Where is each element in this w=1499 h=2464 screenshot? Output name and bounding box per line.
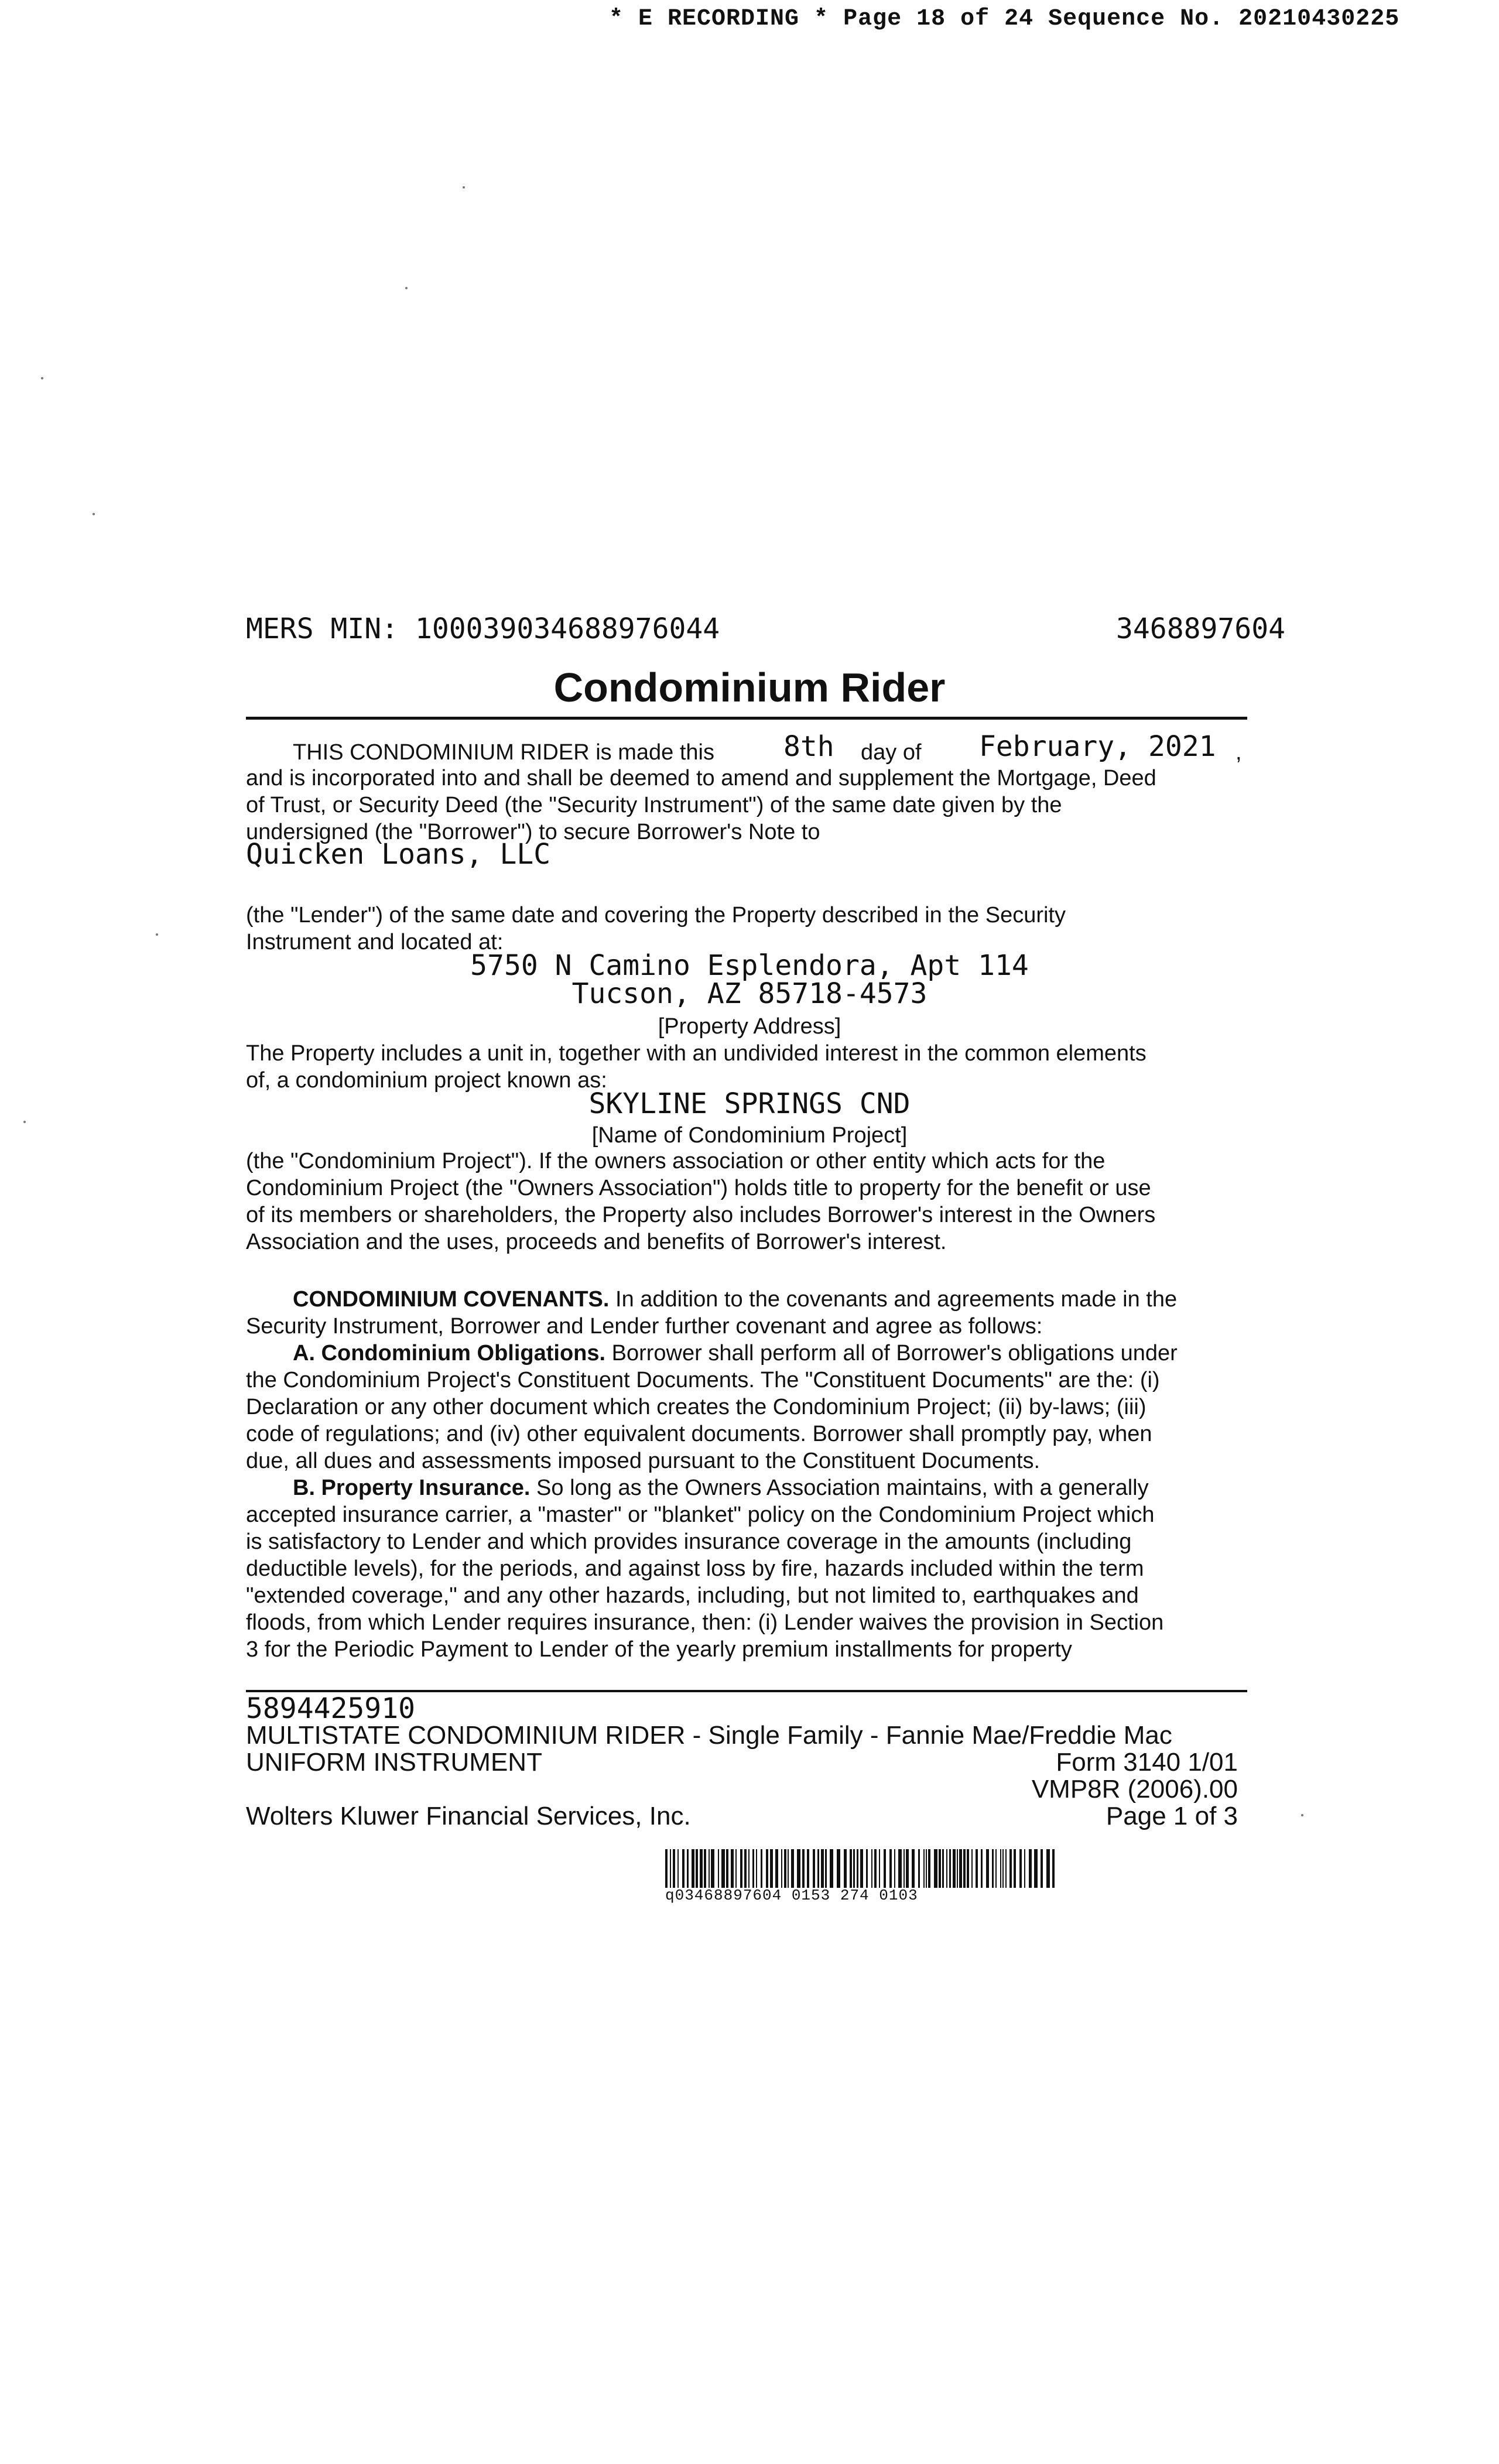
barcode-bar [923,1849,925,1888]
owners-association-line-2: Condominium Project (the "Owners Association") holds title to property for the benefit or use [246,1176,1151,1200]
barcode-bar [761,1849,762,1888]
covenants-line-1-text: In addition to the covenants and agreements made in the [609,1287,1178,1312]
barcode-bar [906,1849,909,1888]
barcode-bar [748,1849,750,1888]
obligations-line-3: Declaration or any other document which creates the Condominium Project; (ii) by-laws; (iii) [246,1395,1147,1419]
footer-form-title: MULTISTATE CONDOMINIUM RIDER - Single Family - Fannie Mae/Freddie Mac [246,1721,1172,1750]
barcode-bar [756,1849,757,1888]
barcode-bar [879,1849,880,1888]
barcode-bar [687,1849,689,1888]
barcode-bar [860,1849,863,1888]
obligations-line-5: due, all dues and assessments imposed pursuant to the Constituent Documents. [246,1449,1041,1473]
barcode-bar [791,1849,794,1888]
barcode-bar [1041,1849,1043,1888]
lender-definition-line-1: (the "Lender") of the same date and covering the Property described in the Security [246,903,1066,928]
barcode-bar [775,1849,778,1888]
loan-number: 3468897604 [1116,612,1285,645]
made-day: 8th [783,730,834,763]
footer-form-number: Form 3140 1/01 [1056,1748,1238,1777]
barcode-bar [844,1849,847,1888]
insurance-line-7: 3 for the Periodic Payment to Lender of the yearly premium installments for property [246,1637,1072,1662]
barcode-bar [1046,1849,1050,1888]
intro-line-1: THIS CONDOMINIUM RIDER is made this [293,740,714,765]
obligations-line-2: the Condominium Project's Constituent Documents. The "Constituent Documents" are the: (i) [246,1368,1160,1392]
barcode-bar [731,1849,734,1888]
barcode-bar [817,1849,819,1888]
insurance-line-2: accepted insurance carrier, a "master" or "blanket" policy on the Condominium Project which [246,1503,1155,1527]
barcode-bar [1009,1849,1012,1888]
lender-definition-line-2: Instrument and located at: [246,930,504,954]
barcode-bar [912,1849,915,1888]
barcode-bar [926,1849,927,1888]
barcode-bar [995,1849,997,1888]
condominium-project-name: SKYLINE SPRINGS CND [588,1087,911,1120]
condominium-project-caption: [Name of Condominium Project] [591,1123,908,1148]
footer-publisher: Wolters Kluwer Financial Services, Inc. [246,1802,691,1830]
scan-speck [405,287,408,289]
barcode-bar [874,1849,877,1888]
barcode-bar [853,1849,855,1888]
intro-comma: , [1236,740,1242,765]
barcode [665,1849,1059,1888]
covenants-line-1 [293,1286,1177,1313]
barcode-bar [696,1849,698,1888]
barcode-bar [740,1849,742,1888]
barcode-bar [692,1849,694,1888]
intro-line-2: and is incorporated into and shall be deemed to amend and supplement the Mortgage, Deed [246,766,1156,790]
barcode-bar [744,1849,747,1888]
barcode-bar [797,1849,800,1888]
barcode-bar [942,1849,944,1888]
property-address-line-2: Tucson, AZ 85718-4573 [571,977,928,1010]
barcode-bar [889,1849,892,1888]
covenants-line-2: Security Instrument, Borrower and Lender further covenant and agree as follows: [246,1314,1043,1339]
barcode-text: q03468897604 0153 274 0103 [665,1887,918,1904]
barcode-bar [718,1849,719,1888]
barcode-bar [986,1849,989,1888]
barcode-bar [770,1849,773,1888]
barcode-bar [726,1849,728,1888]
barcode-bar [976,1849,978,1888]
barcode-bar [673,1849,675,1888]
barcode-bar [939,1849,941,1888]
barcode-bar [894,1849,895,1888]
barcode-bar [784,1849,786,1888]
scan-speck [1301,1814,1303,1816]
barcode-bar [721,1849,725,1888]
barcode-bar [949,1849,951,1888]
barcode-bar [665,1849,668,1888]
obligations-line-1-text: Borrower shall perform all of Borrower's obligations under [605,1341,1178,1366]
barcode-bar [1000,1849,1001,1888]
barcode-bar [821,1849,824,1888]
barcode-bar [700,1849,703,1888]
barcode-bar [850,1849,852,1888]
barcode-bar [903,1849,905,1888]
barcode-bar [898,1849,902,1888]
barcode-bar [709,1849,710,1888]
owners-association-line-4: Association and the uses, proceeds and benefits of Borrower's interest. [246,1230,947,1254]
barcode-bar [971,1849,973,1888]
barcode-bar [959,1849,962,1888]
barcode-bar [1005,1849,1007,1888]
scan-speck [41,377,43,379]
recording-header: * E RECORDING * Page 18 of 24 Sequence No. 20210430225 [609,6,1400,32]
insurance-line-1-text: So long as the Owners Association maintains, with a generally [530,1476,1149,1500]
barcode-bar [928,1849,930,1888]
barcode-bar [1052,1849,1055,1888]
day-of-label: day of [861,740,922,765]
insurance-line-4: deductible levels), for the periods, and against loss by fire, hazards included within the term [246,1556,1144,1581]
barcode-bar [813,1849,815,1888]
insurance-heading: B. Property Insurance. [293,1476,531,1500]
lender-name: Quicken Loans, LLC [246,838,551,871]
barcode-bar [802,1849,805,1888]
property-address-caption: [Property Address] [658,1014,841,1039]
barcode-bar [957,1849,958,1888]
footer-page-number: Page 1 of 3 [1106,1802,1238,1830]
barcode-bar [704,1849,706,1888]
barcode-bar [1002,1849,1004,1888]
barcode-bar [1029,1849,1032,1888]
barcode-bar [766,1849,768,1888]
barcode-bar [918,1849,920,1888]
barcode-bar [857,1849,858,1888]
barcode-bar [967,1849,969,1888]
barcode-bar [682,1849,685,1888]
scan-speck [156,933,158,936]
title-divider [246,717,1247,720]
owners-association-line-3: of its members or shareholders, the Property also includes Borrower's interest in the Owners [246,1203,1156,1227]
mers-min: MERS MIN: 100039034688976044 [246,612,720,645]
made-month-year: February, 2021 [979,730,1216,763]
obligations-line-1 [293,1340,1178,1367]
barcode-bar [711,1849,714,1888]
form-id: 5894425910 [246,1692,415,1725]
property-address-line-1: 5750 N Camino Esplendora, Apt 114 [470,949,1029,982]
insurance-line-6: floods, from which Lender requires insurance, then: (i) Lender waives the provision in Section [246,1610,1164,1635]
insurance-line-5: "extended coverage," and any other hazards, including, but not limited to, earthquakes and [246,1583,1139,1608]
barcode-bar [1014,1849,1016,1888]
footer-vmp-code: VMP8R (2006).00 [1031,1775,1238,1803]
obligations-line-4: code of regulations; and (iv) other equivalent documents. Borrower shall promptly pay, when [246,1422,1152,1446]
intro-line-3: of Trust, or Security Deed (the "Security Instrument") of the same date given by the [246,793,1062,817]
barcode-bar [946,1849,947,1888]
barcode-bar [992,1849,994,1888]
insurance-line-3: is satisfactory to Lender and which provides insurance coverage in the amounts (including [246,1529,1132,1554]
barcode-bar [781,1849,782,1888]
intro-line-4: undersigned (the "Borrower") to secure Borrower's Note to [246,820,820,844]
property-includes-line-1: The Property includes a unit in, together with an undivided interest in the common elements [246,1041,1147,1066]
barcode-bar [1034,1849,1038,1888]
barcode-bar [670,1849,671,1888]
barcode-bar [981,1849,983,1888]
barcode-bar [884,1849,886,1888]
property-includes-line-2: of, a condominium project known as: [246,1068,607,1093]
barcode-bar [825,1849,827,1888]
barcode-bar [866,1849,868,1888]
owners-association-line-1: (the "Condominium Project"). If the owners association or other entity which acts for the [246,1149,1106,1173]
barcode-bar [837,1849,840,1888]
scan-speck [93,513,95,515]
footer-uniform-instrument: UNIFORM INSTRUMENT [246,1748,542,1777]
barcode-bar [934,1849,937,1888]
barcode-bar [963,1849,966,1888]
barcode-bar [830,1849,833,1888]
barcode-bar [735,1849,737,1888]
covenants-heading: CONDOMINIUM COVENANTS. [293,1287,610,1312]
obligations-heading: A. Condominium Obligations. [293,1341,606,1366]
barcode-bar [1019,1849,1022,1888]
barcode-bar [807,1849,809,1888]
insurance-line-1 [293,1474,1149,1501]
document-title: Condominium Rider [553,665,946,710]
barcode-bar [953,1849,956,1888]
barcode-bar [1024,1849,1025,1888]
barcode-bar [788,1849,789,1888]
barcode-bar [871,1849,872,1888]
barcode-bar [752,1849,754,1888]
scan-speck [463,186,465,189]
barcode-bar [677,1849,679,1888]
